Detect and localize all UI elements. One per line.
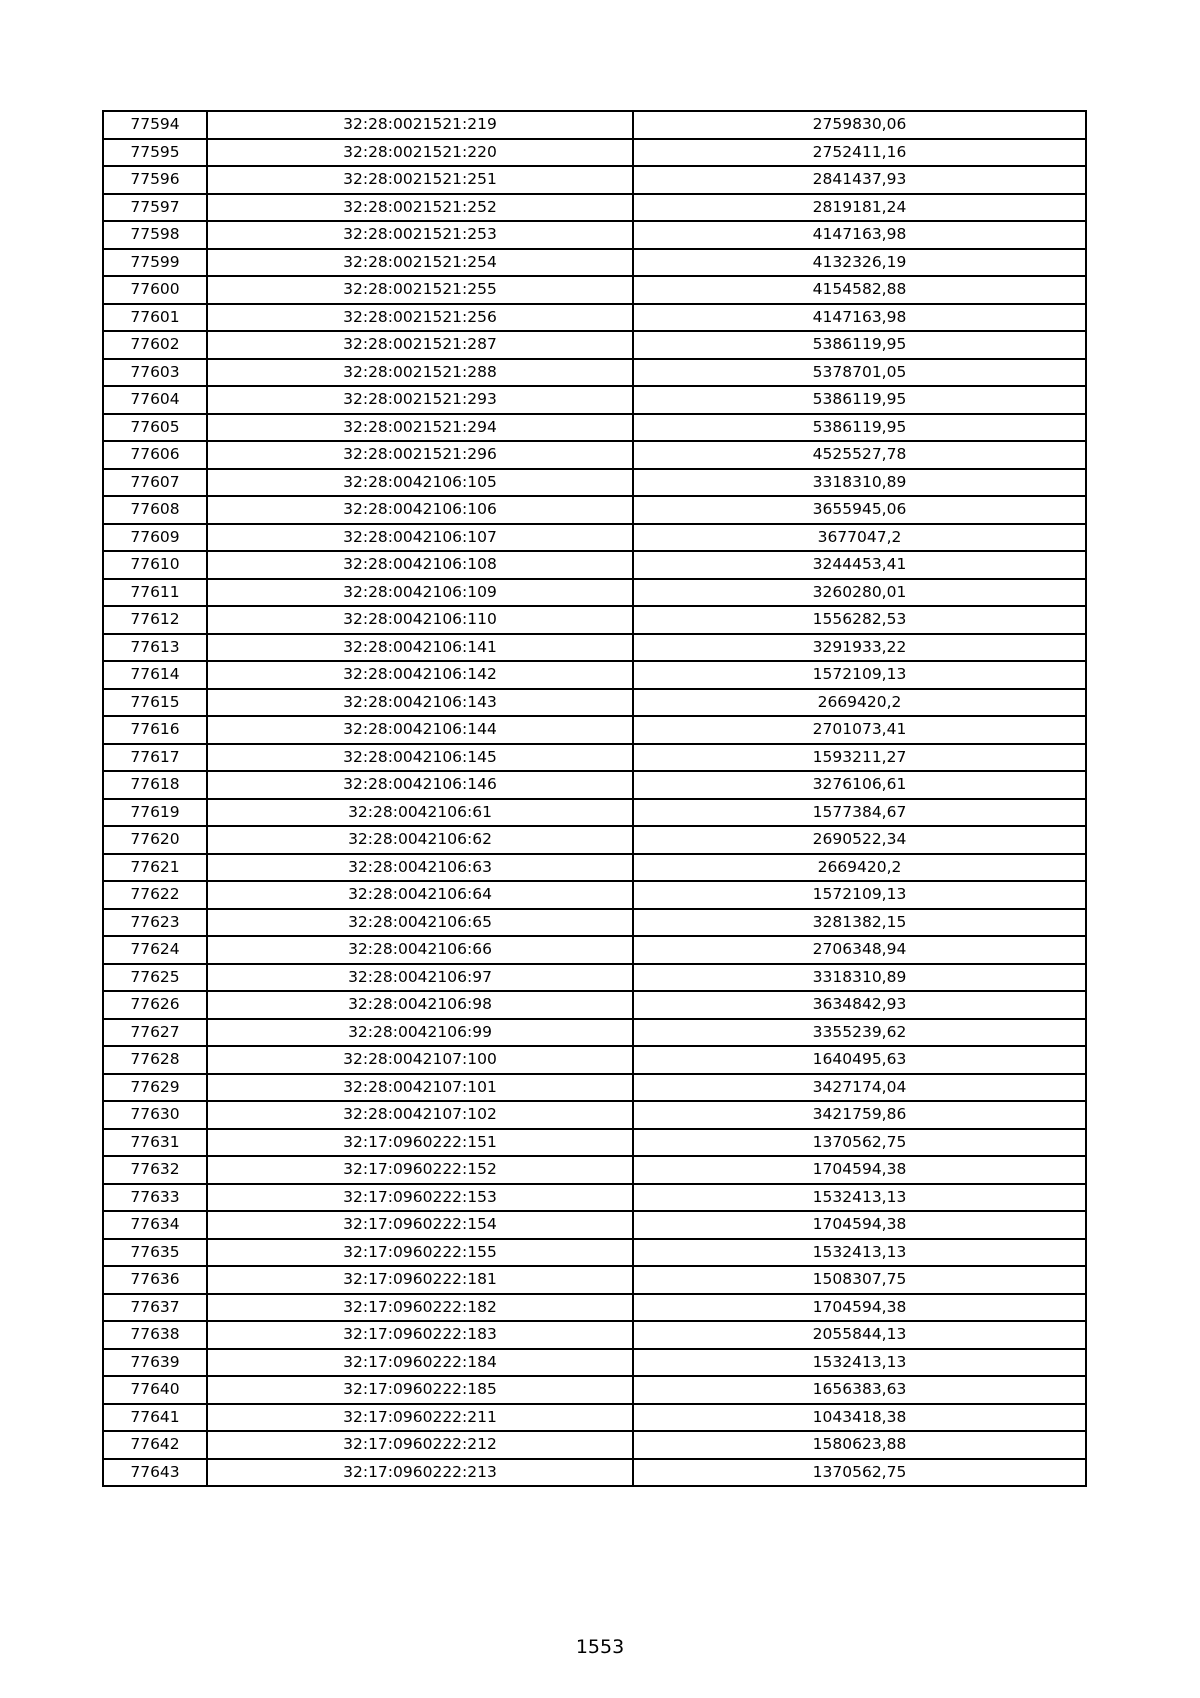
cadastral-number-cell: 32:17:0960222:155 — [207, 1239, 633, 1267]
cadastral-number-cell: 32:28:0042106:62 — [207, 826, 633, 854]
row-number-cell: 77615 — [103, 689, 207, 717]
cadastral-value-cell: 5378701,05 — [633, 359, 1086, 387]
cadastral-value-cell: 1704594,38 — [633, 1294, 1086, 1322]
cadastral-number-cell: 32:28:0021521:296 — [207, 441, 633, 469]
cadastral-number-cell: 32:17:0960222:181 — [207, 1266, 633, 1294]
table-row — [103, 441, 1086, 469]
cadastral-value-cell: 1656383,63 — [633, 1376, 1086, 1404]
cadastral-value-cell: 3677047,2 — [633, 524, 1086, 552]
cadastral-value-cell: 5386119,95 — [633, 386, 1086, 414]
cadastral-value-cell: 4132326,19 — [633, 249, 1086, 277]
table-row — [103, 1184, 1086, 1212]
table-row — [103, 221, 1086, 249]
row-number-cell: 77598 — [103, 221, 207, 249]
row-number-cell: 77606 — [103, 441, 207, 469]
page-number: 1553 — [575, 1636, 625, 1658]
row-number-cell: 77605 — [103, 414, 207, 442]
cadastral-value-table-wrapper — [102, 110, 1085, 1487]
row-number-cell: 77631 — [103, 1129, 207, 1157]
row-number-cell: 77641 — [103, 1404, 207, 1432]
cadastral-value-cell: 1556282,53 — [633, 606, 1086, 634]
cadastral-value-cell: 3355239,62 — [633, 1019, 1086, 1047]
cadastral-number-cell: 32:17:0960222:153 — [207, 1184, 633, 1212]
row-number-cell: 77636 — [103, 1266, 207, 1294]
row-number-cell: 77621 — [103, 854, 207, 882]
table-row — [103, 496, 1086, 524]
row-number-cell: 77613 — [103, 634, 207, 662]
cadastral-number-cell: 32:17:0960222:182 — [207, 1294, 633, 1322]
cadastral-value-cell: 3291933,22 — [633, 634, 1086, 662]
table-row — [103, 771, 1086, 799]
table-row — [103, 469, 1086, 497]
cadastral-value-cell: 1572109,13 — [633, 881, 1086, 909]
cadastral-value-cell: 2819181,24 — [633, 194, 1086, 222]
table-row — [103, 1019, 1086, 1047]
table-row — [103, 386, 1086, 414]
cadastral-number-cell: 32:28:0021521:252 — [207, 194, 633, 222]
table-row — [103, 881, 1086, 909]
table-row — [103, 1404, 1086, 1432]
cadastral-number-cell: 32:17:0960222:183 — [207, 1321, 633, 1349]
table-row — [103, 524, 1086, 552]
table-row — [103, 744, 1086, 772]
cadastral-value-cell: 2690522,34 — [633, 826, 1086, 854]
cadastral-number-cell: 32:28:0042106:98 — [207, 991, 633, 1019]
row-number-cell: 77625 — [103, 964, 207, 992]
cadastral-number-cell: 32:28:0042107:102 — [207, 1101, 633, 1129]
table-row — [103, 194, 1086, 222]
row-number-cell: 77640 — [103, 1376, 207, 1404]
cadastral-value-cell: 1370562,75 — [633, 1459, 1086, 1487]
table-row — [103, 1156, 1086, 1184]
cadastral-number-cell: 32:28:0042107:100 — [207, 1046, 633, 1074]
cadastral-value-cell: 1043418,38 — [633, 1404, 1086, 1432]
cadastral-value-table — [102, 110, 1087, 1487]
cadastral-number-cell: 32:17:0960222:151 — [207, 1129, 633, 1157]
row-number-cell: 77607 — [103, 469, 207, 497]
cadastral-number-cell: 32:28:0021521:220 — [207, 139, 633, 167]
row-number-cell: 77601 — [103, 304, 207, 332]
cadastral-value-cell: 1532413,13 — [633, 1239, 1086, 1267]
cadastral-value-cell: 3655945,06 — [633, 496, 1086, 524]
cadastral-number-cell: 32:17:0960222:152 — [207, 1156, 633, 1184]
cadastral-number-cell: 32:28:0021521:253 — [207, 221, 633, 249]
row-number-cell: 77632 — [103, 1156, 207, 1184]
cadastral-number-cell: 32:28:0042106:142 — [207, 661, 633, 689]
cadastral-value-cell: 1532413,13 — [633, 1184, 1086, 1212]
table-row — [103, 1321, 1086, 1349]
row-number-cell: 77627 — [103, 1019, 207, 1047]
cadastral-number-cell: 32:28:0021521:288 — [207, 359, 633, 387]
cadastral-number-cell: 32:28:0021521:254 — [207, 249, 633, 277]
table-row — [103, 166, 1086, 194]
cadastral-number-cell: 32:17:0960222:212 — [207, 1431, 633, 1459]
table-row — [103, 304, 1086, 332]
table-row — [103, 249, 1086, 277]
cadastral-value-cell: 2706348,94 — [633, 936, 1086, 964]
table-row — [103, 1074, 1086, 1102]
row-number-cell: 77597 — [103, 194, 207, 222]
table-row — [103, 1101, 1086, 1129]
cadastral-value-cell: 2701073,41 — [633, 716, 1086, 744]
table-row — [103, 634, 1086, 662]
row-number-cell: 77629 — [103, 1074, 207, 1102]
table-row — [103, 551, 1086, 579]
row-number-cell: 77634 — [103, 1211, 207, 1239]
cadastral-number-cell: 32:28:0042106:107 — [207, 524, 633, 552]
table-row — [103, 1239, 1086, 1267]
table-row — [103, 1046, 1086, 1074]
cadastral-value-cell: 4154582,88 — [633, 276, 1086, 304]
cadastral-number-cell: 32:17:0960222:185 — [207, 1376, 633, 1404]
row-number-cell: 77638 — [103, 1321, 207, 1349]
row-number-cell: 77604 — [103, 386, 207, 414]
cadastral-number-cell: 32:28:0021521:294 — [207, 414, 633, 442]
cadastral-number-cell: 32:17:0960222:184 — [207, 1349, 633, 1377]
cadastral-number-cell: 32:28:0042106:109 — [207, 579, 633, 607]
row-number-cell: 77633 — [103, 1184, 207, 1212]
row-number-cell: 77617 — [103, 744, 207, 772]
cadastral-number-cell: 32:28:0042106:66 — [207, 936, 633, 964]
cadastral-value-cell: 3421759,86 — [633, 1101, 1086, 1129]
table-row — [103, 276, 1086, 304]
cadastral-number-cell: 32:28:0042106:106 — [207, 496, 633, 524]
table-row — [103, 936, 1086, 964]
table-row — [103, 1349, 1086, 1377]
cadastral-value-cell: 2669420,2 — [633, 854, 1086, 882]
row-number-cell: 77639 — [103, 1349, 207, 1377]
row-number-cell: 77642 — [103, 1431, 207, 1459]
cadastral-number-cell: 32:28:0042106:64 — [207, 881, 633, 909]
table-row — [103, 1211, 1086, 1239]
cadastral-number-cell: 32:28:0042106:97 — [207, 964, 633, 992]
table-row — [103, 716, 1086, 744]
cadastral-value-cell: 1532413,13 — [633, 1349, 1086, 1377]
cadastral-value-cell: 3244453,41 — [633, 551, 1086, 579]
row-number-cell: 77623 — [103, 909, 207, 937]
row-number-cell: 77599 — [103, 249, 207, 277]
cadastral-number-cell: 32:28:0042106:63 — [207, 854, 633, 882]
cadastral-value-cell: 3318310,89 — [633, 469, 1086, 497]
table-row — [103, 964, 1086, 992]
table-row — [103, 359, 1086, 387]
cadastral-value-cell: 1508307,75 — [633, 1266, 1086, 1294]
cadastral-number-cell: 32:28:0042106:105 — [207, 469, 633, 497]
table-row — [103, 139, 1086, 167]
table-row — [103, 579, 1086, 607]
cadastral-value-cell: 1640495,63 — [633, 1046, 1086, 1074]
cadastral-number-cell: 32:28:0042106:141 — [207, 634, 633, 662]
table-row — [103, 111, 1086, 139]
cadastral-number-cell: 32:17:0960222:154 — [207, 1211, 633, 1239]
cadastral-number-cell: 32:28:0021521:255 — [207, 276, 633, 304]
row-number-cell: 77609 — [103, 524, 207, 552]
row-number-cell: 77602 — [103, 331, 207, 359]
row-number-cell: 77618 — [103, 771, 207, 799]
cadastral-number-cell: 32:28:0042106:65 — [207, 909, 633, 937]
cadastral-number-cell: 32:28:0021521:251 — [207, 166, 633, 194]
cadastral-value-cell: 1572109,13 — [633, 661, 1086, 689]
row-number-cell: 77603 — [103, 359, 207, 387]
cadastral-number-cell: 32:17:0960222:213 — [207, 1459, 633, 1487]
row-number-cell: 77600 — [103, 276, 207, 304]
cadastral-value-cell: 3260280,01 — [633, 579, 1086, 607]
row-number-cell: 77608 — [103, 496, 207, 524]
table-body — [103, 111, 1086, 1486]
row-number-cell: 77596 — [103, 166, 207, 194]
cadastral-value-cell: 2055844,13 — [633, 1321, 1086, 1349]
cadastral-value-cell: 3318310,89 — [633, 964, 1086, 992]
row-number-cell: 77626 — [103, 991, 207, 1019]
cadastral-value-cell: 3281382,15 — [633, 909, 1086, 937]
table-row — [103, 854, 1086, 882]
table-row — [103, 606, 1086, 634]
cadastral-number-cell: 32:28:0042106:143 — [207, 689, 633, 717]
row-number-cell: 77616 — [103, 716, 207, 744]
cadastral-value-cell: 5386119,95 — [633, 414, 1086, 442]
cadastral-number-cell: 32:28:0042106:108 — [207, 551, 633, 579]
cadastral-value-cell: 1577384,67 — [633, 799, 1086, 827]
table-row — [103, 826, 1086, 854]
row-number-cell: 77594 — [103, 111, 207, 139]
table-row — [103, 661, 1086, 689]
row-number-cell: 77624 — [103, 936, 207, 964]
cadastral-value-cell: 3427174,04 — [633, 1074, 1086, 1102]
cadastral-value-cell: 1593211,27 — [633, 744, 1086, 772]
table-row — [103, 1459, 1086, 1487]
table-row — [103, 1266, 1086, 1294]
cadastral-value-cell: 2841437,93 — [633, 166, 1086, 194]
table-row — [103, 689, 1086, 717]
cadastral-value-cell: 1580623,88 — [633, 1431, 1086, 1459]
cadastral-value-cell: 3276106,61 — [633, 771, 1086, 799]
cadastral-value-cell: 3634842,93 — [633, 991, 1086, 1019]
cadastral-number-cell: 32:28:0042106:144 — [207, 716, 633, 744]
row-number-cell: 77619 — [103, 799, 207, 827]
row-number-cell: 77630 — [103, 1101, 207, 1129]
cadastral-number-cell: 32:28:0021521:256 — [207, 304, 633, 332]
cadastral-number-cell: 32:28:0042106:146 — [207, 771, 633, 799]
cadastral-number-cell: 32:28:0021521:219 — [207, 111, 633, 139]
row-number-cell: 77643 — [103, 1459, 207, 1487]
cadastral-value-cell: 1370562,75 — [633, 1129, 1086, 1157]
cadastral-number-cell: 32:28:0042106:99 — [207, 1019, 633, 1047]
table-row — [103, 414, 1086, 442]
row-number-cell: 77614 — [103, 661, 207, 689]
cadastral-number-cell: 32:17:0960222:211 — [207, 1404, 633, 1432]
row-number-cell: 77620 — [103, 826, 207, 854]
row-number-cell: 77610 — [103, 551, 207, 579]
row-number-cell: 77635 — [103, 1239, 207, 1267]
row-number-cell: 77611 — [103, 579, 207, 607]
cadastral-number-cell: 32:28:0042107:101 — [207, 1074, 633, 1102]
table-row — [103, 799, 1086, 827]
row-number-cell: 77612 — [103, 606, 207, 634]
cadastral-value-cell: 2759830,06 — [633, 111, 1086, 139]
table-row — [103, 1431, 1086, 1459]
cadastral-number-cell: 32:28:0021521:293 — [207, 386, 633, 414]
row-number-cell: 77595 — [103, 139, 207, 167]
cadastral-value-cell: 1704594,38 — [633, 1211, 1086, 1239]
cadastral-value-cell: 4147163,98 — [633, 304, 1086, 332]
cadastral-number-cell: 32:28:0042106:61 — [207, 799, 633, 827]
table-row — [103, 991, 1086, 1019]
cadastral-value-cell: 2752411,16 — [633, 139, 1086, 167]
table-row — [103, 909, 1086, 937]
table-row — [103, 1376, 1086, 1404]
table-row — [103, 1294, 1086, 1322]
cadastral-value-cell: 2669420,2 — [633, 689, 1086, 717]
table-row — [103, 1129, 1086, 1157]
table-row — [103, 331, 1086, 359]
cadastral-value-cell: 1704594,38 — [633, 1156, 1086, 1184]
row-number-cell: 77637 — [103, 1294, 207, 1322]
cadastral-number-cell: 32:28:0042106:110 — [207, 606, 633, 634]
cadastral-value-cell: 4525527,78 — [633, 441, 1086, 469]
row-number-cell: 77622 — [103, 881, 207, 909]
cadastral-number-cell: 32:28:0042106:145 — [207, 744, 633, 772]
row-number-cell: 77628 — [103, 1046, 207, 1074]
cadastral-value-cell: 5386119,95 — [633, 331, 1086, 359]
cadastral-value-cell: 4147163,98 — [633, 221, 1086, 249]
cadastral-number-cell: 32:28:0021521:287 — [207, 331, 633, 359]
